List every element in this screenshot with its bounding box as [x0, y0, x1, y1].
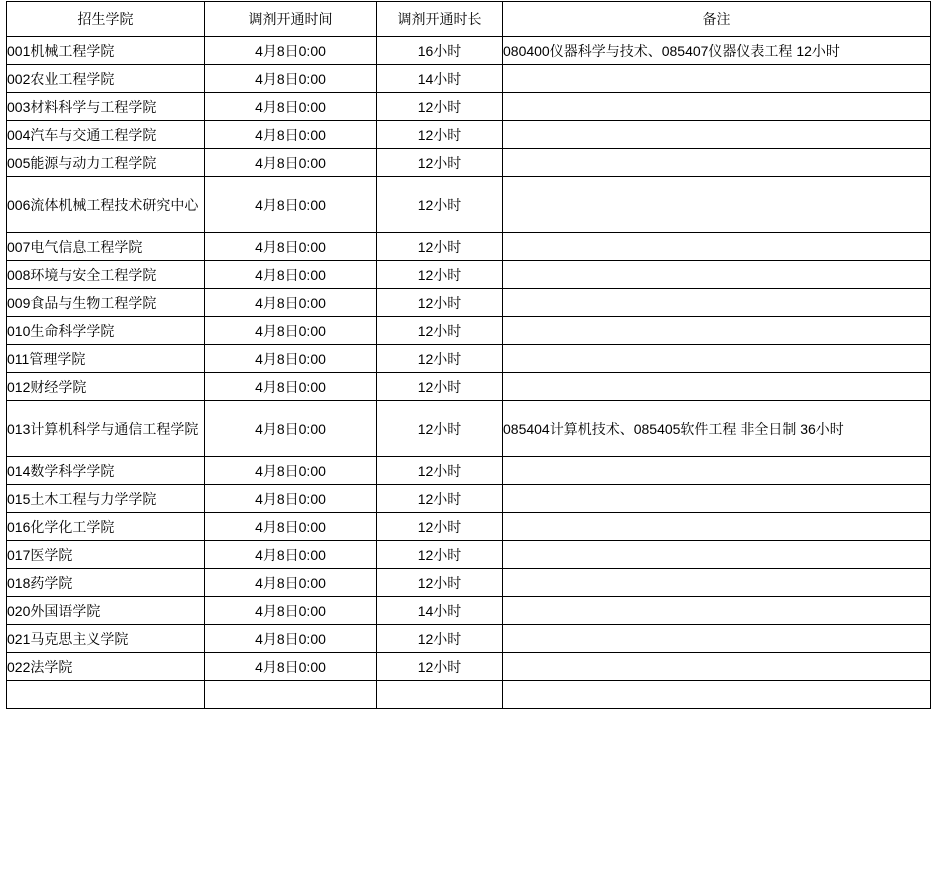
- table-row: [7, 121, 931, 149]
- table-row: [7, 401, 931, 457]
- table-body: [7, 37, 931, 709]
- cell-college: 006流体机械工程技术研究中心: [7, 177, 205, 233]
- cell-remark: [503, 485, 931, 513]
- table-row: [7, 149, 931, 177]
- cell-remark: [503, 261, 931, 289]
- cell-open-time: 4月8日0:00: [205, 597, 377, 625]
- table-row: [7, 93, 931, 121]
- cell-college: 012财经学院: [7, 373, 205, 401]
- cell-open-time: 4月8日0:00: [205, 317, 377, 345]
- table-row: [7, 541, 931, 569]
- table-row: [7, 177, 931, 233]
- cell-college: 009食品与生物工程学院: [7, 289, 205, 317]
- cell-duration: 12小时: [377, 317, 503, 345]
- cell-remark: [503, 513, 931, 541]
- cell-duration: 14小时: [377, 65, 503, 93]
- column-header-college: 招生学院: [7, 2, 205, 37]
- cell-remark: [503, 625, 931, 653]
- cell-open-time: 4月8日0:00: [205, 569, 377, 597]
- cell-college: [7, 681, 205, 709]
- table-row: [7, 289, 931, 317]
- cell-duration: 12小时: [377, 121, 503, 149]
- cell-college: 015土木工程与力学学院: [7, 485, 205, 513]
- cell-duration: 12小时: [377, 149, 503, 177]
- cell-duration: [377, 681, 503, 709]
- cell-open-time: 4月8日0:00: [205, 121, 377, 149]
- cell-duration: 12小时: [377, 541, 503, 569]
- cell-open-time: 4月8日0:00: [205, 177, 377, 233]
- cell-duration: 12小时: [377, 289, 503, 317]
- cell-college: 018药学院: [7, 569, 205, 597]
- cell-open-time: [205, 681, 377, 709]
- table-row: [7, 261, 931, 289]
- cell-remark: [503, 317, 931, 345]
- cell-remark: [503, 541, 931, 569]
- cell-college: 011管理学院: [7, 345, 205, 373]
- cell-open-time: 4月8日0:00: [205, 65, 377, 93]
- table-row: [7, 653, 931, 681]
- cell-remark: 080400仪器科学与技术、085407仪器仪表工程 12小时: [503, 37, 931, 65]
- table-header-row: [7, 2, 931, 37]
- cell-duration: 12小时: [377, 457, 503, 485]
- table-row: [7, 457, 931, 485]
- cell-remark: [503, 93, 931, 121]
- table-row: [7, 625, 931, 653]
- cell-duration: 12小时: [377, 625, 503, 653]
- cell-remark: [503, 597, 931, 625]
- cell-duration: 12小时: [377, 373, 503, 401]
- cell-duration: 12小时: [377, 401, 503, 457]
- table-row: [7, 569, 931, 597]
- cell-open-time: 4月8日0:00: [205, 289, 377, 317]
- cell-open-time: 4月8日0:00: [205, 93, 377, 121]
- cell-college: 008环境与安全工程学院: [7, 261, 205, 289]
- cell-remark: [503, 149, 931, 177]
- cell-open-time: 4月8日0:00: [205, 513, 377, 541]
- cell-college: 001机械工程学院: [7, 37, 205, 65]
- cell-remark: [503, 233, 931, 261]
- cell-open-time: 4月8日0:00: [205, 625, 377, 653]
- cell-remark: [503, 653, 931, 681]
- cell-college: 022法学院: [7, 653, 205, 681]
- cell-duration: 12小时: [377, 513, 503, 541]
- cell-remark: [503, 289, 931, 317]
- cell-open-time: 4月8日0:00: [205, 401, 377, 457]
- cell-open-time: 4月8日0:00: [205, 345, 377, 373]
- table-row: [7, 373, 931, 401]
- cell-duration: 14小时: [377, 597, 503, 625]
- table-row: [7, 37, 931, 65]
- cell-remark: 085404计算机技术、085405软件工程 非全日制 36小时: [503, 401, 931, 457]
- cell-remark: [503, 681, 931, 709]
- table-row: [7, 485, 931, 513]
- table-header: [7, 2, 931, 37]
- cell-open-time: 4月8日0:00: [205, 485, 377, 513]
- cell-college: 020外国语学院: [7, 597, 205, 625]
- cell-duration: 12小时: [377, 93, 503, 121]
- cell-open-time: 4月8日0:00: [205, 233, 377, 261]
- cell-open-time: 4月8日0:00: [205, 149, 377, 177]
- admission-adjustment-table: [6, 1, 931, 709]
- cell-open-time: 4月8日0:00: [205, 37, 377, 65]
- cell-duration: 12小时: [377, 345, 503, 373]
- document-page: [0, 1, 932, 894]
- cell-duration: 12小时: [377, 233, 503, 261]
- cell-college: 005能源与动力工程学院: [7, 149, 205, 177]
- cell-open-time: 4月8日0:00: [205, 261, 377, 289]
- cell-college: 021马克思主义学院: [7, 625, 205, 653]
- cell-remark: [503, 345, 931, 373]
- column-header-remark: 备注: [503, 2, 931, 37]
- cell-remark: [503, 373, 931, 401]
- cell-open-time: 4月8日0:00: [205, 457, 377, 485]
- cell-college: 016化学化工学院: [7, 513, 205, 541]
- cell-duration: 12小时: [377, 653, 503, 681]
- table-row: [7, 597, 931, 625]
- cell-college: 014数学科学学院: [7, 457, 205, 485]
- cell-college: 003材料科学与工程学院: [7, 93, 205, 121]
- cell-duration: 12小时: [377, 177, 503, 233]
- cell-remark: [503, 569, 931, 597]
- cell-open-time: 4月8日0:00: [205, 541, 377, 569]
- cell-duration: 12小时: [377, 485, 503, 513]
- cell-open-time: 4月8日0:00: [205, 373, 377, 401]
- cell-remark: [503, 177, 931, 233]
- table-row: [7, 317, 931, 345]
- cell-duration: 12小时: [377, 569, 503, 597]
- cell-college: 010生命科学学院: [7, 317, 205, 345]
- cell-college: 002农业工程学院: [7, 65, 205, 93]
- table-row: [7, 233, 931, 261]
- cell-open-time: 4月8日0:00: [205, 653, 377, 681]
- cell-college: 004汽车与交通工程学院: [7, 121, 205, 149]
- table-row: [7, 681, 931, 709]
- table-row: [7, 65, 931, 93]
- cell-remark: [503, 121, 931, 149]
- cell-college: 013计算机科学与通信工程学院: [7, 401, 205, 457]
- cell-college: 007电气信息工程学院: [7, 233, 205, 261]
- cell-remark: [503, 457, 931, 485]
- table-row: [7, 513, 931, 541]
- column-header-open-time: 调剂开通时间: [205, 2, 377, 37]
- cell-duration: 12小时: [377, 261, 503, 289]
- table-row: [7, 345, 931, 373]
- cell-duration: 16小时: [377, 37, 503, 65]
- cell-remark: [503, 65, 931, 93]
- column-header-duration: 调剂开通时长: [377, 2, 503, 37]
- cell-college: 017医学院: [7, 541, 205, 569]
